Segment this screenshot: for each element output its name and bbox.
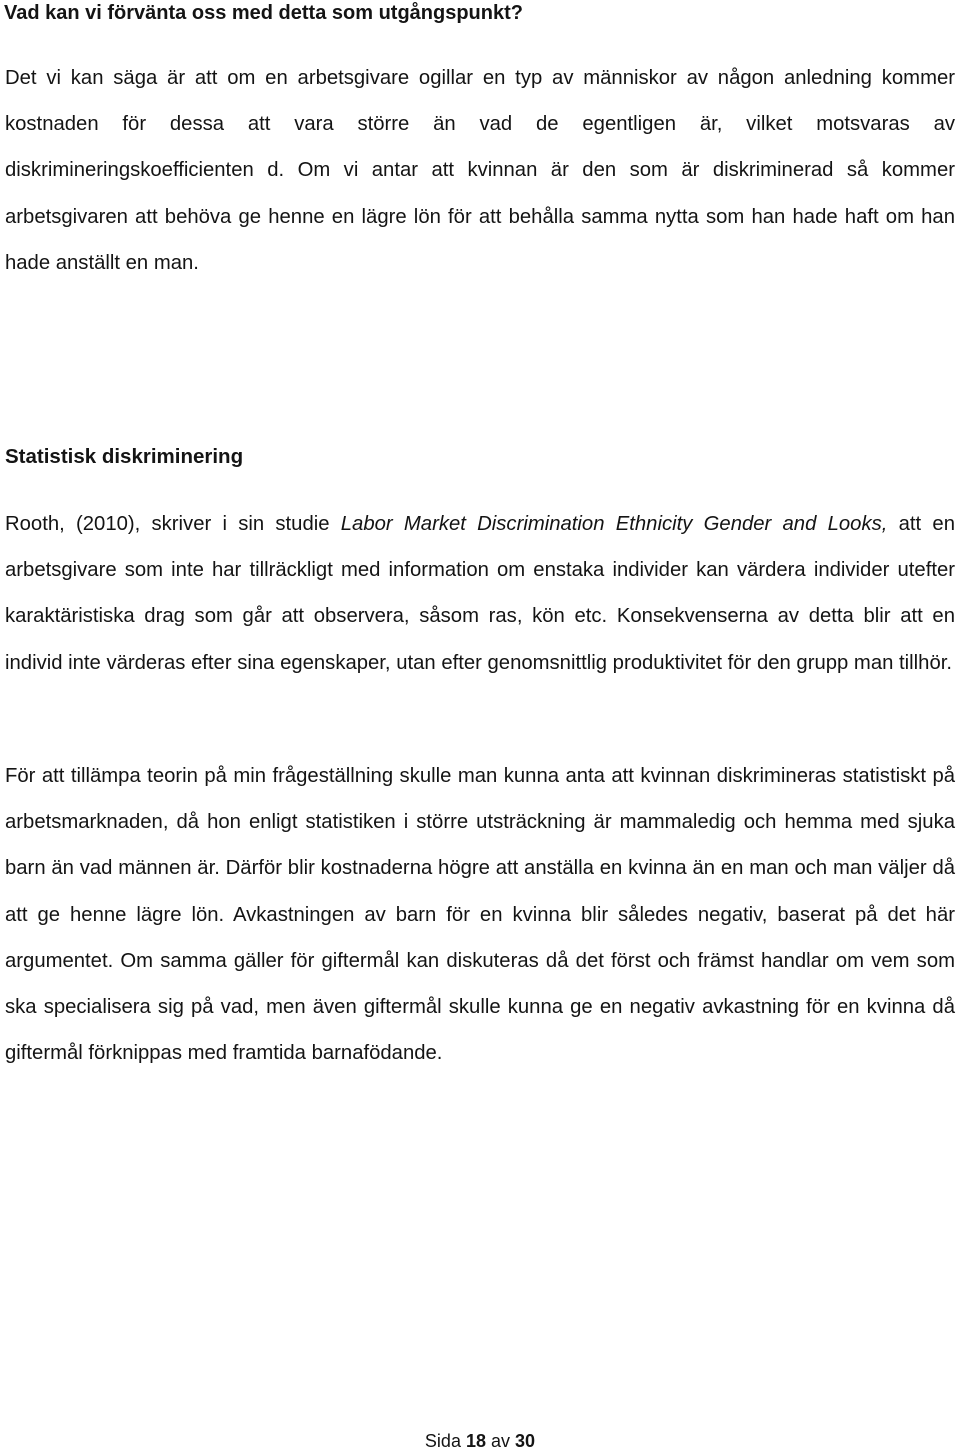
paragraph-rooth-rest: att en arbetsgivare som inte har tillräckligt med information om enstaka individer kan värdera individer utefter karaktäristiska drag som går att observera, såsom ras, kön etc. Konsekvenserna av detta blir att en individ inte värderas efter sina egenskaper, utan efter genomsnittlig produktivitet för den grupp man tillhör. [5, 513, 955, 674]
section-heading-statistical-discrimination: Statistisk diskriminering [5, 445, 244, 468]
paragraph-rooth-study [5, 501, 955, 686]
paragraph-theory-application: För att tillämpa teorin på min frågeställning skulle man kunna anta att kvinnan diskrimineras statistiskt på arbetsmarknaden, då hon enligt statistiken i större utsträckning är mammaledig och hemma med sjuka barn än vad männen är. Därför blir kostnaderna högre att anställa en kvinna än en man och man väljer då att ge henne lägre lön. Avkastningen av barn för en kvinna blir således negativ, baserat på det här argumentet. Om samma gäller för giftermål kan diskuteras då det först och främst handlar om vem som ska specialisera sig på vad, men även giftermål skulle kunna ge en negativ avkastning för en kvinna då giftermål förknippas med framtida barnafödande. [5, 765, 955, 1065]
footer-total-pages: 30 [515, 1431, 536, 1451]
paragraph-rooth-lead: Rooth, (2010), skriver i sin studie [5, 513, 341, 535]
study-title: Labor Market Discrimination Ethnicity Gender and Looks, [340, 513, 888, 535]
page-number-footer [0, 1429, 960, 1453]
footer-prefix: Sida [424, 1431, 461, 1451]
paragraph-discrimination-coefficient: Det vi kan säga är att om en arbetsgivare ogillar en typ av människor av någon anledning kommer kostnaden för dessa att vara större än vad de egentligen är, vilket motsvaras av diskrimineringskoefficienten d. Om vi antar att kvinnan är den som är diskriminerad så kommer arbetsgivaren att behöva ge henne en lägre lön för att behålla samma nytta som han hade haft om han hade anställt en man. [5, 67, 955, 274]
footer-middle: av [491, 1431, 511, 1451]
footer-current-page: 18 [465, 1431, 486, 1451]
section-heading-question: Vad kan vi förvänta oss med detta som utgångspunkt? [4, 2, 523, 24]
